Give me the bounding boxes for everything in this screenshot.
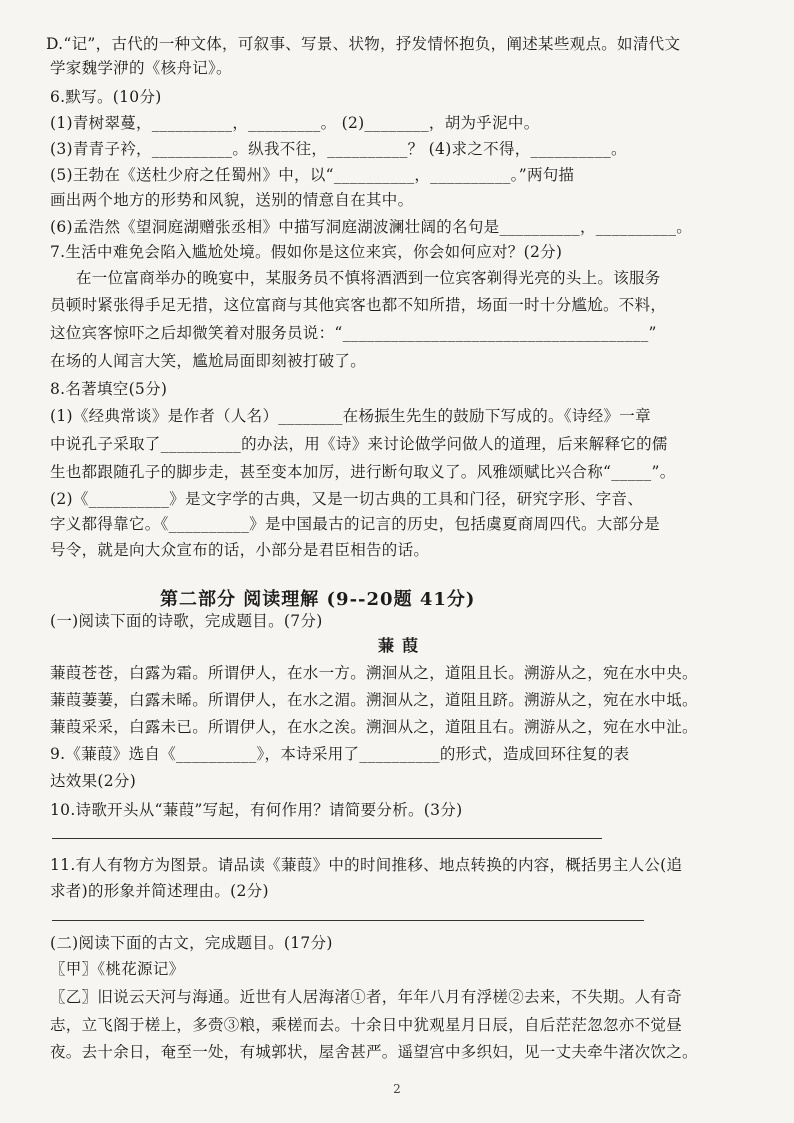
question-11: 11.有人有物方为图景。请品读《蒹葭》中的时间推移、地点转换的内容，概括男主人公(追	[50, 856, 683, 874]
passage-jia-title: 〖甲〗《桃花源记》	[50, 960, 185, 978]
text-line: 员顿时紧张得手足无措，这位富商与其他宾客也都不知所措，场面一时十分尴尬。不料，	[50, 296, 667, 314]
question-6-item: (6)孟浩然《望洞庭湖赠张丞相》中描写洞庭湖波澜壮阔的名句是__________，__________。	[50, 218, 693, 236]
question-6-item: (1)青树翠蔓，__________，_________。 (2)________，胡为乎泥中。	[50, 114, 540, 132]
text-line: 求者)的形象并简述理由。(2分)	[50, 882, 269, 900]
text-line: 生也都跟随孔子的脚步走，甚至变本加厉，进行断句取义了。风雅颂赋比兴合称“_____”。	[50, 463, 676, 481]
answer-line	[52, 920, 644, 921]
text-line: 号令，就是向大众宣布的话，小部分是君臣相告的话。	[50, 541, 430, 559]
poem-title: 蒹葭	[378, 636, 427, 655]
text-line: 这位宾客惊吓之后却微笑着对服务员说：“______________________________________”	[50, 324, 657, 342]
text-line: 在一位富商举办的晚宴中，某服务员不慎将酒洒到一位宾客剃得光亮的头上。该服务	[76, 269, 661, 287]
poem-stanza: 蒹葭采采，白露未已。所谓伊人，在水之涘。溯洄从之，道阻且右。溯游从之，宛在水中沚。	[50, 718, 698, 736]
text-line: 在场的人闻言大笑，尴尬局面即刻被打破了。	[50, 352, 367, 370]
text-line: D.“记”，古代的一种文体，可叙事、写景、状物，抒发情怀抱负，阐述某些观点。如清代文	[46, 35, 681, 53]
passage-yi-line: 志，立飞阁于槎上，多赍③粮，乘槎而去。十余日中犹观星月日辰，自后茫茫忽忽亦不觉昼	[50, 1016, 683, 1034]
reading-2-heading: (二)阅读下面的古文，完成题目。(17分)	[50, 934, 333, 952]
text-line: 学家魏学洢的《核舟记》。	[50, 59, 232, 77]
question-8-heading: 8.名著填空(5分)	[50, 380, 168, 398]
reading-1-heading: (一)阅读下面的诗歌，完成题目。(7分)	[50, 612, 323, 630]
text-line: 画出两个地方的形势和风貌，送别的情意自在其中。	[50, 191, 414, 209]
passage-yi-line: 夜。去十余日，奄至一处，有城郭状，屋舍甚严。遥望宫中多织妇，见一丈夫牵牛渚次饮之。	[50, 1043, 698, 1061]
question-8-item: (1)《经典常谈》是作者（人名）________在杨振生先生的鼓励下写成的。《诗经》一章	[50, 407, 651, 425]
poem-stanza: 蒹葭苍苍，白露为霜。所谓伊人，在水一方。溯洄从之，道阻且长。溯游从之，宛在水中央。	[50, 664, 698, 682]
question-10: 10.诗歌开头从“蒹葭”写起，有何作用？请简要分析。(3分)	[50, 801, 463, 819]
poem-stanza: 蒹葭萋萋，白露未晞。所谓伊人，在水之湄。溯洄从之，道阻且跻。溯游从之，宛在水中坻。	[50, 691, 698, 709]
section-heading: 第二部分 阅读理解 (9--20题 41分)	[160, 589, 476, 610]
question-6-heading: 6.默写。(10分)	[50, 88, 162, 106]
question-6-item: (3)青青子衿，__________。纵我不往，__________？ (4)求之不得，__________。	[50, 140, 627, 158]
answer-line	[52, 838, 602, 839]
question-8-item: (2)《__________》是文字学的古典，又是一切古典的工具和门径，研究字形、字音、	[50, 490, 644, 508]
question-9: 9.《蒹葭》选自《__________》，本诗采用了__________的形式，造成回环往复的表	[50, 745, 630, 763]
page-number: 2	[393, 1082, 401, 1096]
question-7-heading: 7.生活中难免会陷入尴尬处境。假如你是这位来宾，你会如何应对？(2分)	[50, 243, 563, 261]
text-line: 字义都得靠它。《__________》是中国最古的记言的历史，包括虞夏商周四代。大部分是	[50, 515, 660, 533]
passage-yi-line: 〖乙〗旧说云天河与海通。近世有人居海渚①者，年年八月有浮槎②去来，不失期。人有奇	[50, 988, 683, 1006]
question-6-item: (5)王勃在《送杜少府之任蜀州》中，以“__________，__________。”两句描	[50, 166, 575, 184]
text-line: 中说孔子采取了__________的办法，用《诗》来讨论做学问做人的道理，后来解释它的儒	[50, 435, 668, 453]
text-line: 达效果(2分)	[50, 772, 137, 790]
